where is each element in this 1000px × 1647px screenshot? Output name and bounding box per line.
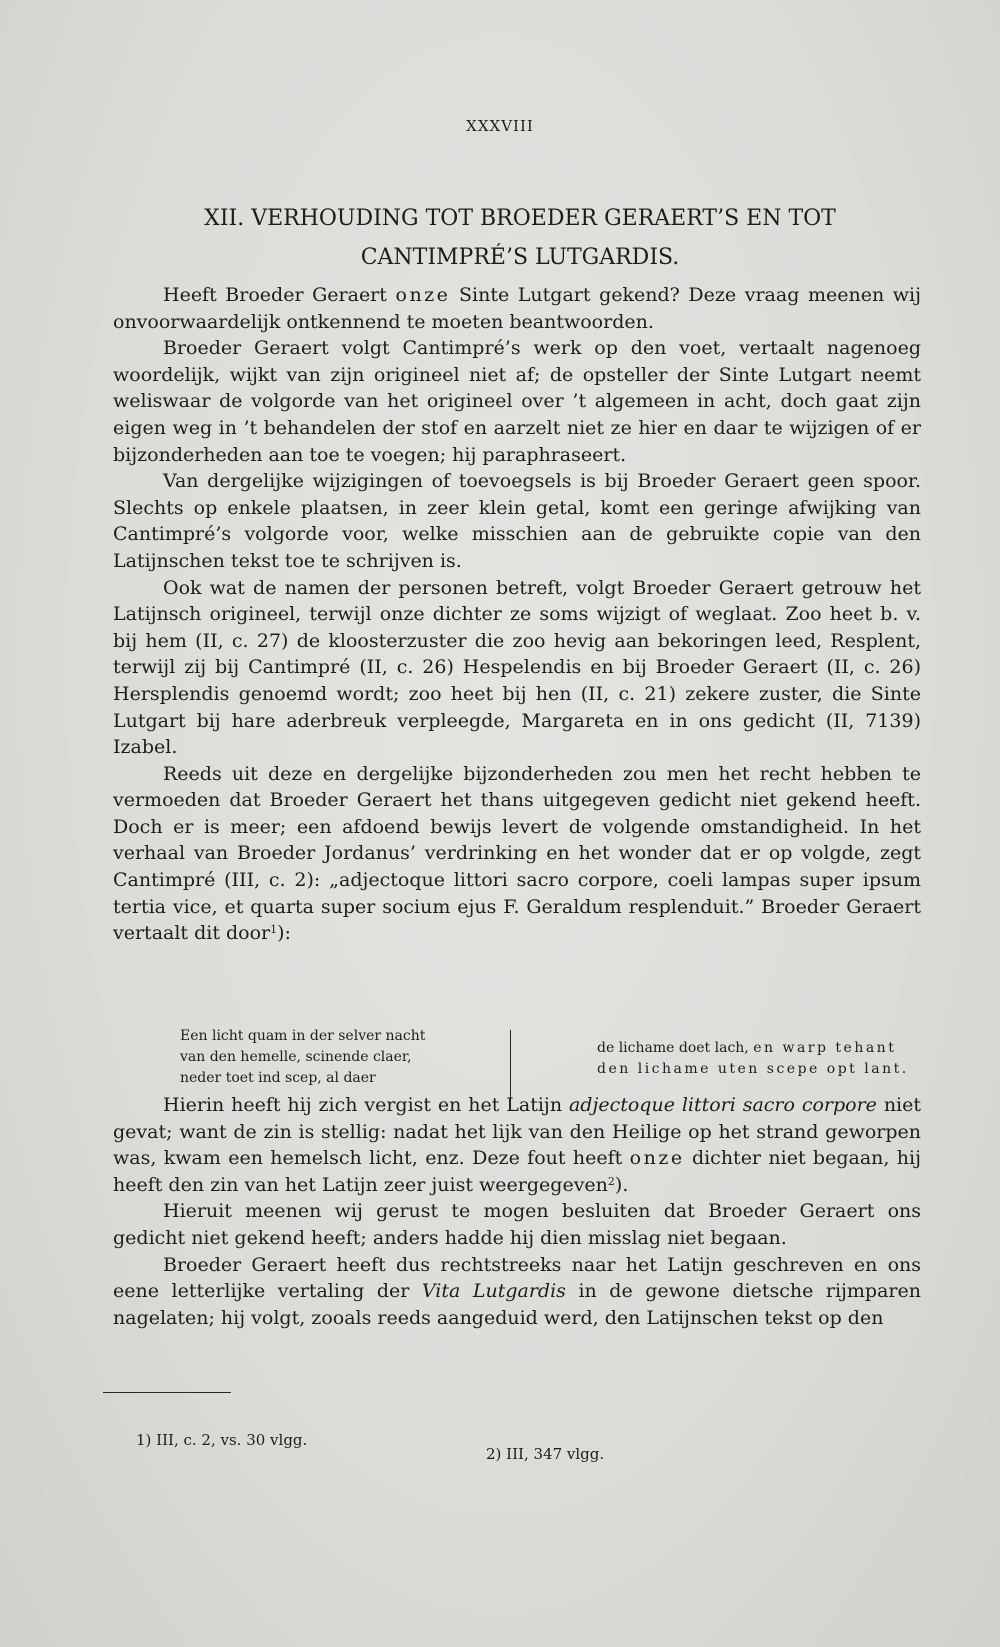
footnote-1: 1) III, c. 2, vs. 30 vlgg. [136, 1431, 308, 1449]
verse-line: van den hemelle, scinende claer, [180, 1049, 412, 1065]
verse-line: de lichame doet lach, en warp tehant [597, 1040, 897, 1056]
paragraph: Broeder Geraert heeft dus rechtstreeks naar het Latijn geschreven en ons eene letterlijke vertaling der Vita Lutgardis in de gewone dietsche rijmparen nagelaten; hij volgt, zooals reeds aangeduid werd, den Latijnschen tekst op den [113, 1253, 921, 1329]
paragraph: Hierin heeft hij zich vergist en het Latijn adjectoque littori sacro corpore niet gevat; want de zin is stellig: nadat het lijk van den Heilige op het strand geworpen was, kwam een hemelsch licht, enz. Deze fout heeft onze dichter niet begaan, hij heeft den zin van het Latijn zeer juist weergegeven$^2$). [113, 1094, 922, 1196]
footnote-rule [103, 1392, 231, 1393]
paragraph: Heeft Broeder Geraert onze Sinte Lutgart gekend? Deze vraag meenen wij onvoorwaardelijk ontkennend te moeten beantwoorden. [113, 284, 921, 333]
verse-line: neder toet ind scep, al daer [180, 1070, 376, 1086]
body-text-top [113, 282, 921, 947]
heading-line-2: CANTIMPRÉ’S LUTGARDIS. [360, 245, 680, 270]
section-heading [110, 199, 930, 277]
verse-column-left [180, 1026, 490, 1089]
heading-line-1: XII. VERHOUDING TOT BROEDER GERAERT’S EN TOT [204, 206, 836, 231]
paragraph: Broeder Geraert volgt Cantimpré’s werk op den voet, vertaalt nagenoeg woordelijk, wijkt van zijn origineel niet af; de opsteller der Sinte Lutgart neemt weliswaar de volgorde van het origineel over ’t algemeen in acht, doch gaat zijn eigen weg in ’t behandelen der stof en aarzelt niet ze hier en daar te wijzigen of er bijzonderheden aan toe te voegen; hij paraphraseert. [113, 337, 921, 466]
footnote-ref: 2 [607, 1174, 615, 1188]
verse-line: den lichame uten scepe opt lant. [597, 1061, 909, 1077]
verse-line: Een licht quam in der selver nacht [180, 1028, 426, 1044]
paragraph: Van dergelijke wijzigingen of toevoegsels is bij Broeder Geraert geen spoor. Slechts op enkele plaatsen, in zeer klein getal, komt een geringe afwijking van Cantimpré’s volgorde voor, welke misschien aan de gebruikte copie van den Latijnschen tekst toe te schrijven is. [113, 470, 921, 572]
footnote-ref: 1 [270, 923, 278, 937]
body-text-bottom [113, 1092, 921, 1331]
paragraph: Hieruit meenen wij gerust te mogen besluiten dat Broeder Geraert ons gedicht niet gekend heeft; anders hadde hij dien misslag niet begaan. [113, 1200, 921, 1249]
paragraph: Reeds uit deze en dergelijke bijzonderheden zou men het recht hebben te vermoeden dat Broeder Geraert het thans uitgegeven gedicht niet gekend heeft. Doch er is meer; een afdoend bewijs levert de volgende omstandigheid. In het verhaal van Broeder Jordanus’ verdrinking en het wonder dat er op volgde, zegt Cantimpré (III, c. 2): „adjectoque littori sacro corpore, coeli lampas super ipsum tertia vice, et quarta super socium ejus F. Geraldum resplenduit.” Broeder Geraert vertaalt dit door$^1$): [113, 762, 921, 945]
paragraph: Ook wat de namen der personen betreft, volgt Broeder Geraert getrouw het Latijnsch origineel, terwijl onze dichter ze soms wijzigt of weglaat. Zoo heet b. v. bij hem (II, c. 27) de kloosterzuster die zoo hevig aan bekoringen leed, Resplent, terwijl zij bij Cantimpré (II, c. 26) Hespelendis en bij Broeder Geraert (II, c. 26) Hersplendis genoemd wordt; zoo heet bij hen (II, c. 21) zekere zuster, die Sinte Lutgart bij hare aderbreuk verpleegde, Margareta en in ons gedicht (II, 7139) Izabel. [113, 576, 921, 759]
verse-quote [180, 1026, 930, 1096]
footnote-2: 2) III, 347 vlgg. [486, 1445, 605, 1463]
verse-column-right [597, 1038, 937, 1080]
page-number: XXXVIII [466, 117, 534, 135]
